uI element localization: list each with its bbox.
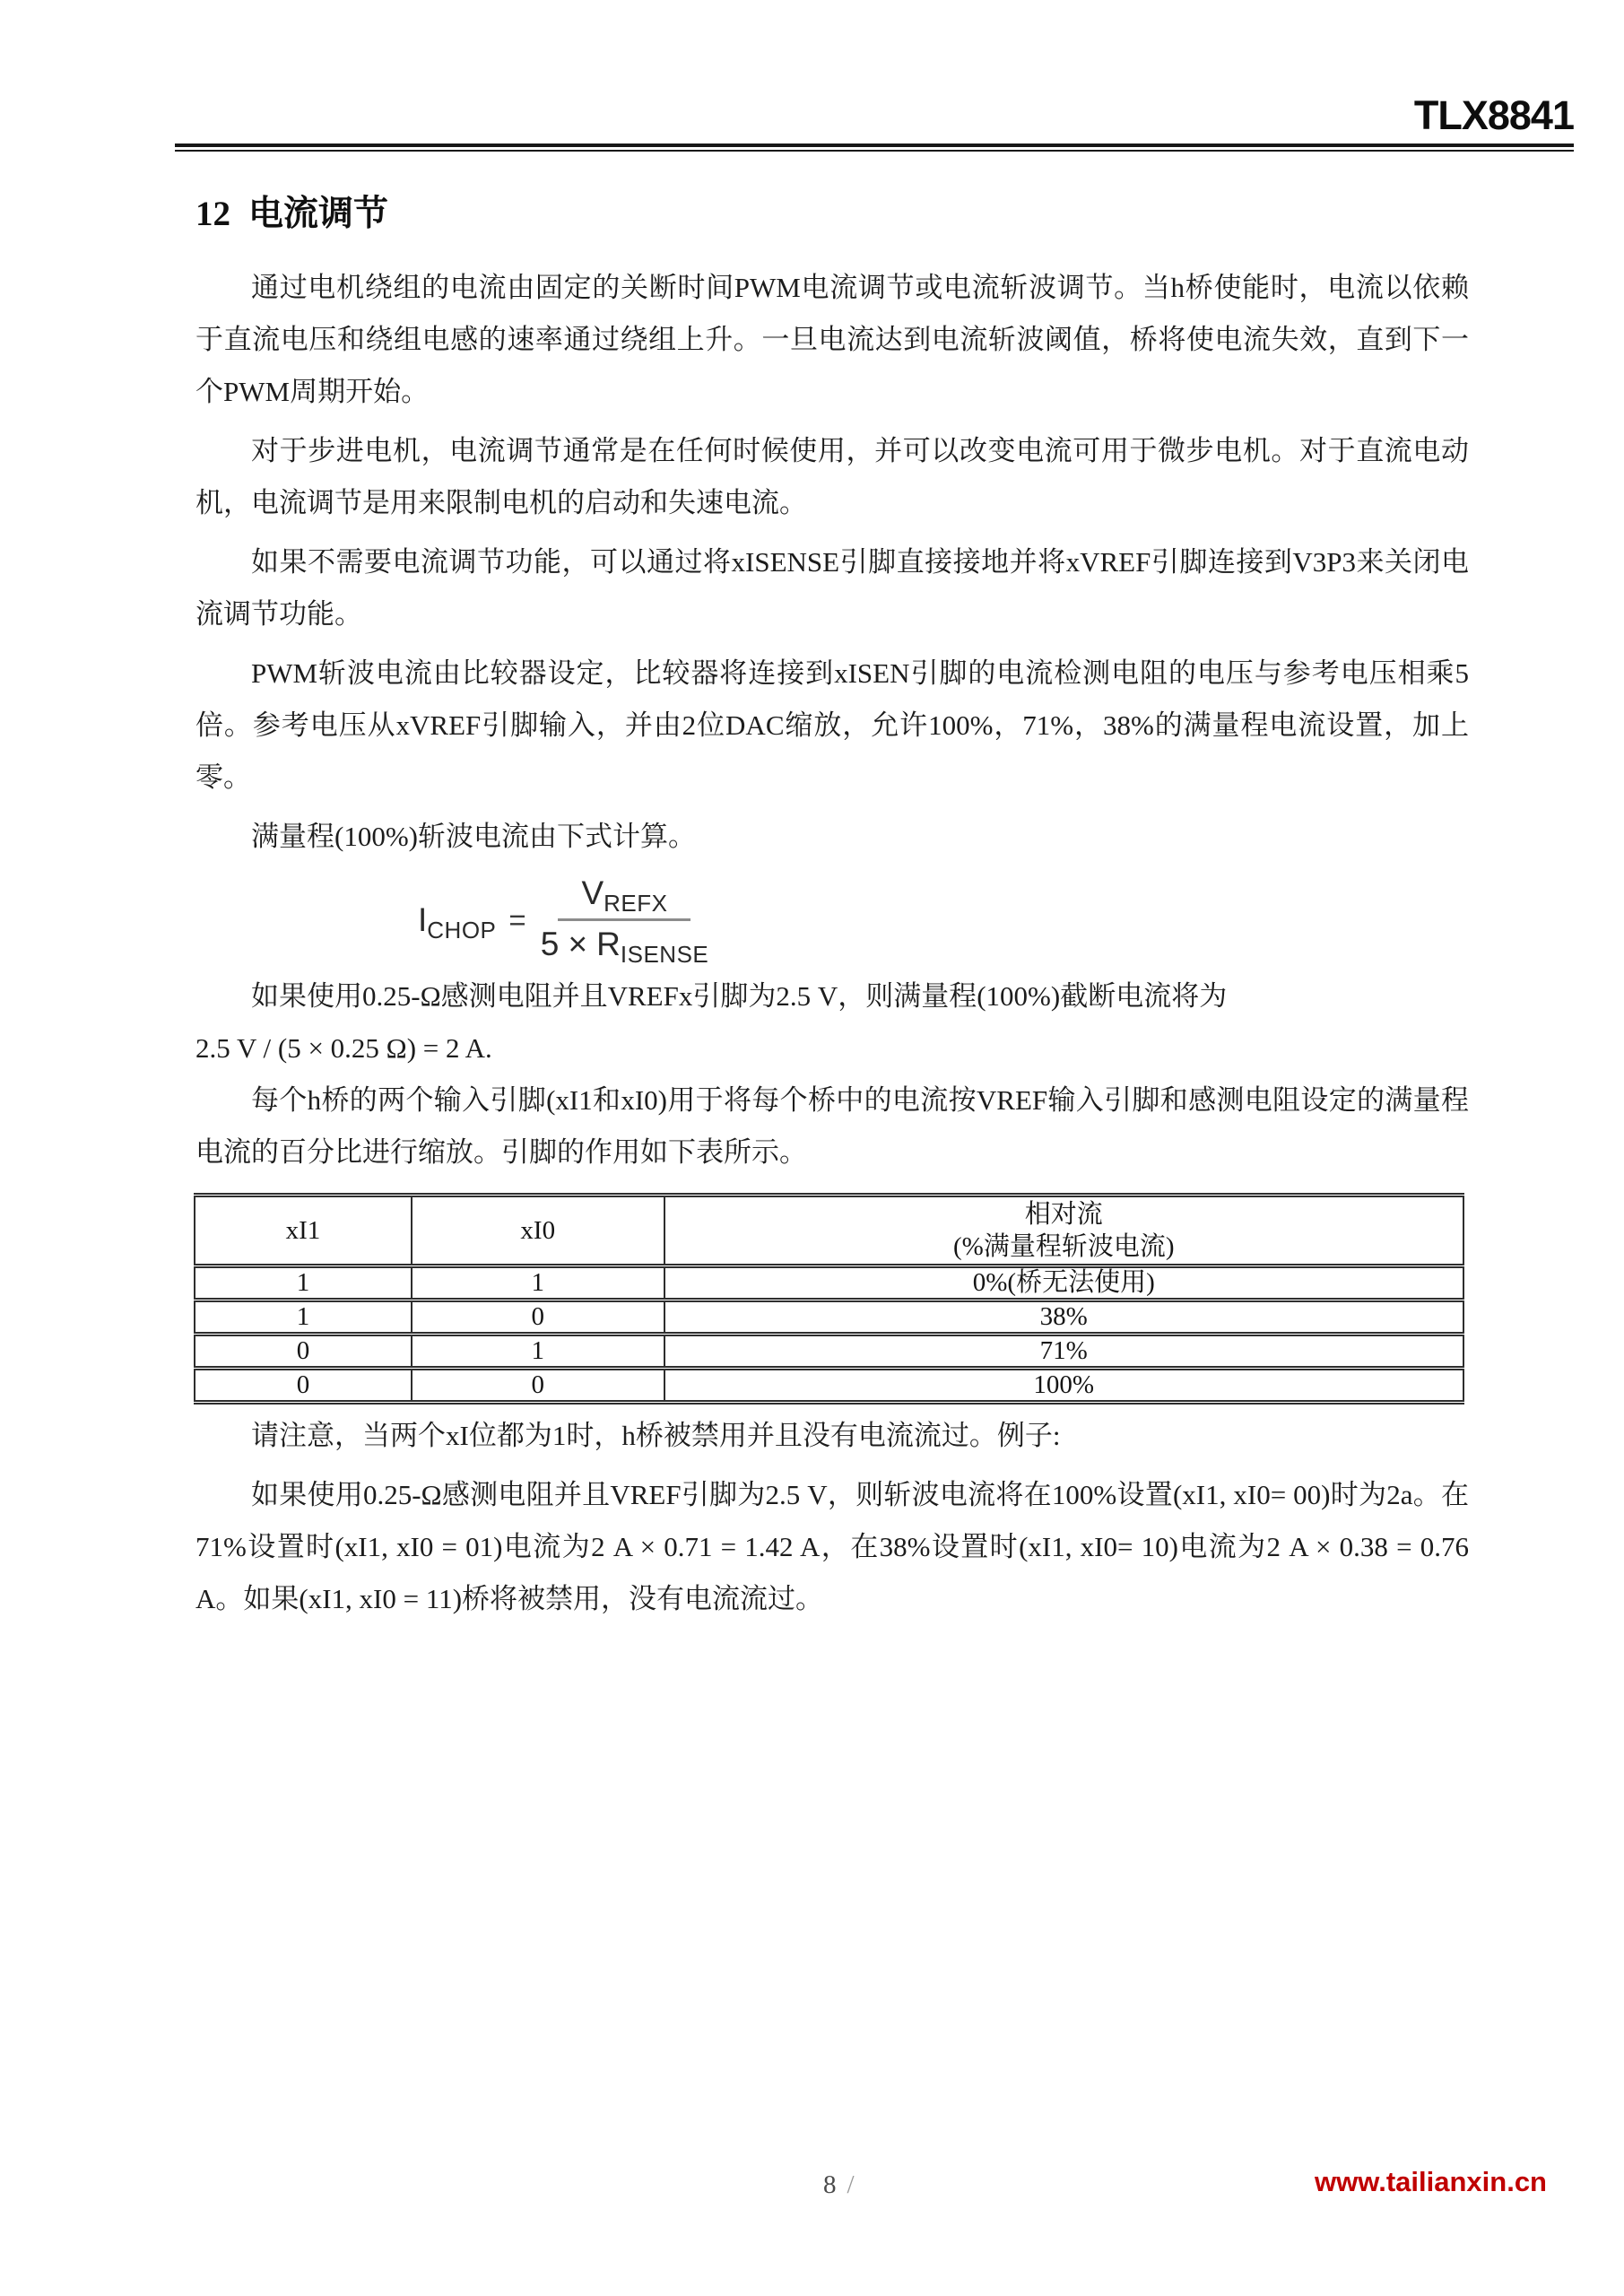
- paragraph-3: 如果不需要电流调节功能，可以通过将xISENSE引脚直接接地并将xVREF引脚连接到V3P3来关闭电流调节功能。: [195, 546, 1469, 630]
- table-cell: 1: [412, 1266, 664, 1300]
- website-link[interactable]: www.tailianxin.cn: [1315, 2166, 1547, 2197]
- formula-denominator-prefix: 5 ×: [540, 926, 588, 962]
- table-cell: 0: [412, 1300, 664, 1335]
- paragraph-8: 每个h桥的两个输入引脚(xI1和xI0)用于将每个桥中的电流按VREF输入引脚和感测电阻设定的满量程电流的百分比进行缩放。引脚的作用如下表所示。: [195, 1084, 1469, 1168]
- page-number: 8: [823, 2170, 837, 2199]
- table-cell: 0: [195, 1369, 412, 1403]
- formula-lhs-base: I: [418, 901, 428, 938]
- table-cell: 0: [195, 1335, 412, 1369]
- header-rule: [175, 144, 1574, 152]
- table-header-xi1: xI1: [195, 1196, 412, 1266]
- chop-current-formula: [195, 874, 1469, 968]
- table-cell: 1: [412, 1335, 664, 1369]
- paragraph-10: 如果使用0.25-Ω感测电阻并且VREF引脚为2.5 V，则斩波电流将在100%设置(xI1, xI0= 00)时为2a。在71%设置时(xI1, xI0 = 01)电流为2 A × 0.71 = 1.42 A，在38%设置时(xI1, xI0= 10)电流为2 A × 0.38 = 0.76 A。如果(xI1, xI0 = 11)桥将被禁用，没有电流流过。: [195, 1479, 1469, 1614]
- formula-lhs-subscript: CHOP: [427, 916, 497, 944]
- paragraph-6: 如果使用0.25-Ω感测电阻并且VREFx引脚为2.5 V，则满量程(100%)截断电流将为: [251, 980, 1228, 1012]
- table-header-xi0: xI0: [412, 1196, 664, 1266]
- section-title: 电流调节: [248, 195, 389, 233]
- table-cell: 1: [195, 1300, 412, 1335]
- paragraph-5: 满量程(100%)斩波电流由下式计算。: [251, 821, 696, 852]
- table-row: [195, 1266, 1463, 1300]
- formula-denominator: [540, 921, 709, 968]
- paragraph-7: 2.5 V / (5 × 0.25 Ω) = 2 A.: [195, 1032, 492, 1064]
- table-header-relative-current: [664, 1196, 1463, 1266]
- formula-denominator-subscript: ISENSE: [620, 940, 709, 968]
- table-row: [195, 1369, 1463, 1403]
- table-header-relative-current-line2: (%满量程斩波电流): [953, 1232, 1175, 1261]
- table-header-row: [195, 1196, 1463, 1266]
- pin-function-table: [194, 1193, 1464, 1405]
- paragraph-2: 对于步进电机，电流调节通常是在任何时候使用，并可以改变电流可用于微步电机。对于直流电动机，电流调节是用来限制电机的启动和失速电流。: [195, 435, 1469, 518]
- page-number-separator: /: [847, 2170, 855, 2199]
- formula-lhs: [418, 901, 497, 944]
- formula-numerator-base: V: [581, 874, 604, 911]
- table-header-relative-current-line1: 相对流: [1024, 1200, 1103, 1229]
- table-row: [195, 1335, 1463, 1369]
- formula-numerator: [558, 875, 690, 921]
- page-header: [175, 92, 1574, 152]
- table-cell: 0: [412, 1369, 664, 1403]
- table-cell: 0%(桥无法使用): [664, 1266, 1463, 1300]
- section-heading: [195, 194, 1469, 235]
- table-cell: 100%: [664, 1369, 1463, 1403]
- formula-fraction: [540, 874, 709, 968]
- formula-denominator-base: R: [596, 926, 621, 962]
- table-cell: 1: [195, 1266, 412, 1300]
- formula-equals: =: [508, 903, 526, 936]
- table-cell: 71%: [664, 1335, 1463, 1369]
- paragraph-4: PWM斩波电流由比较器设定，比较器将连接到xISEN引脚的电流检测电阻的电压与参考电压相乘5倍。参考电压从xVREF引脚输入，并由2位DAC缩放，允许100%，71%，38%的满量程电流设置，加上零。: [195, 657, 1469, 793]
- table-cell: 38%: [664, 1300, 1463, 1335]
- paragraph-9: 请注意，当两个xI位都为1时，h桥被禁用并且没有电流流过。例子:: [251, 1420, 1061, 1451]
- table-row: [195, 1300, 1463, 1335]
- formula-numerator-subscript: REFX: [604, 889, 668, 917]
- page-footer-number: [823, 2171, 855, 2198]
- section-number: 12: [195, 195, 230, 233]
- paragraph-1: 通过电机绕组的电流由固定的关断时间PWM电流调节或电流斩波调节。当h桥使能时，电流以依赖于直流电压和绕组电感的速率通过绕组上升。一旦电流达到电流斩波阈值，桥将使电流失效，直到下一个PWM周期开始。: [195, 272, 1469, 407]
- document-body: [195, 194, 1469, 1632]
- product-title: TLX8841: [1413, 92, 1574, 138]
